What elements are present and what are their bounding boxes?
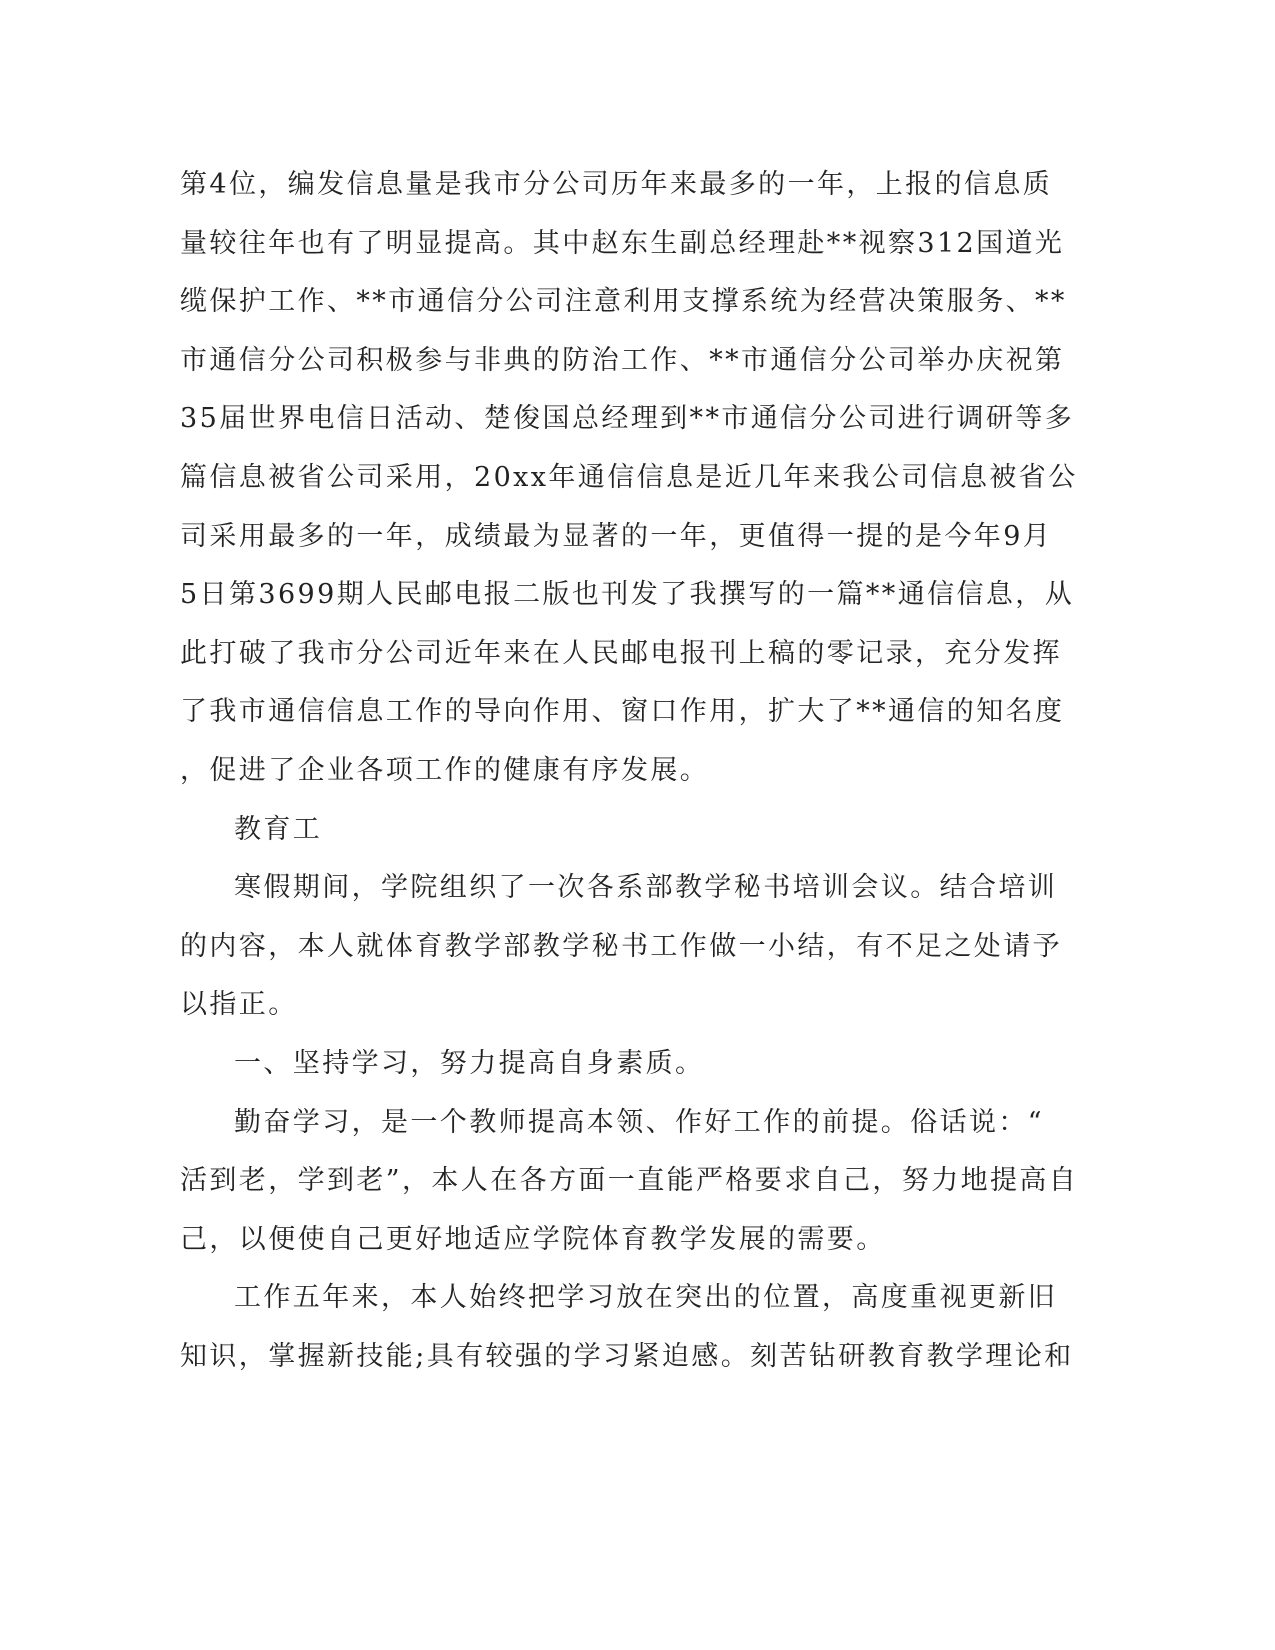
section-heading-education bbox=[180, 801, 1030, 860]
text-line: 司采用最多的一年，成绩最为显著的一年，更值得一提的是今年9月 bbox=[180, 520, 1053, 552]
text-line: 此打破了我市分公司近年来在人民邮电报刊上稿的零记录，充分发挥 bbox=[180, 637, 1062, 669]
text-line: 5日第3699期人民邮电报二版也刊发了我撰写的一篇**通信信息，从 bbox=[180, 579, 1075, 611]
document-page bbox=[180, 156, 1079, 1386]
text-line: 第4位，编发信息量是我市分公司历年来最多的一年，上报的信息质 bbox=[180, 169, 1053, 200]
paragraph-five-years bbox=[180, 1269, 1074, 1386]
paragraph-diligent-study bbox=[180, 1094, 1079, 1270]
text-line: 活到老，学到老”，本人在各方面一直能严格要求自己，努力地提高自 bbox=[180, 1165, 1079, 1197]
text-line: 市通信分公司积极参与非典的防治工作、**市通信分公司举办庆祝第 bbox=[180, 344, 1065, 376]
text-line: 教育工 bbox=[234, 813, 323, 845]
text-line: 工作五年来，本人始终把学习放在突出的位置，高度重视更新旧 bbox=[234, 1282, 1058, 1314]
text-line: 35届世界电信日活动、楚俊国总经理到**市通信分公司进行调研等多 bbox=[180, 403, 1075, 435]
text-line: 篇信息被省公司采用，20xx年通信信息是近几年来我公司信息被省公 bbox=[180, 461, 1078, 493]
text-line: 的内容，本人就体育教学部教学秘书工作做一小结，有不足之处请予 bbox=[180, 930, 1062, 962]
text-line: 知识，掌握新技能;具有较强的学习紧迫感。刻苦钻研教育教学理论和 bbox=[180, 1340, 1074, 1372]
text-line: 以指正。 bbox=[180, 989, 298, 1021]
paragraph-winter-training bbox=[180, 859, 1062, 1035]
text-line: 一、坚持学习，努力提高自身素质。 bbox=[234, 1047, 705, 1079]
text-line: 勤奋学习，是一个教师提高本领、作好工作的前提。俗话说：“ bbox=[234, 1106, 1045, 1138]
text-line: 缆保护工作、**市通信分公司注意利用支撑系统为经营决策服务、** bbox=[180, 286, 1067, 318]
text-line: 量较往年也有了明显提高。其中赵东生副总经理赴**视察312国道光 bbox=[180, 227, 1065, 259]
section-heading-study bbox=[180, 1035, 1030, 1094]
text-line: 寒假期间，学院组织了一次各系部教学秘书培训会议。结合培训 bbox=[234, 872, 1058, 904]
text-line: ，促进了企业各项工作的健康有序发展。 bbox=[180, 754, 710, 786]
text-line: 己，以便使自己更好地适应学院体育教学发展的需要。 bbox=[180, 1223, 886, 1255]
text-line: 了我市通信信息工作的导向作用、窗口作用，扩大了**通信的知名度 bbox=[180, 696, 1065, 728]
paragraph-communication-info bbox=[180, 156, 1078, 801]
